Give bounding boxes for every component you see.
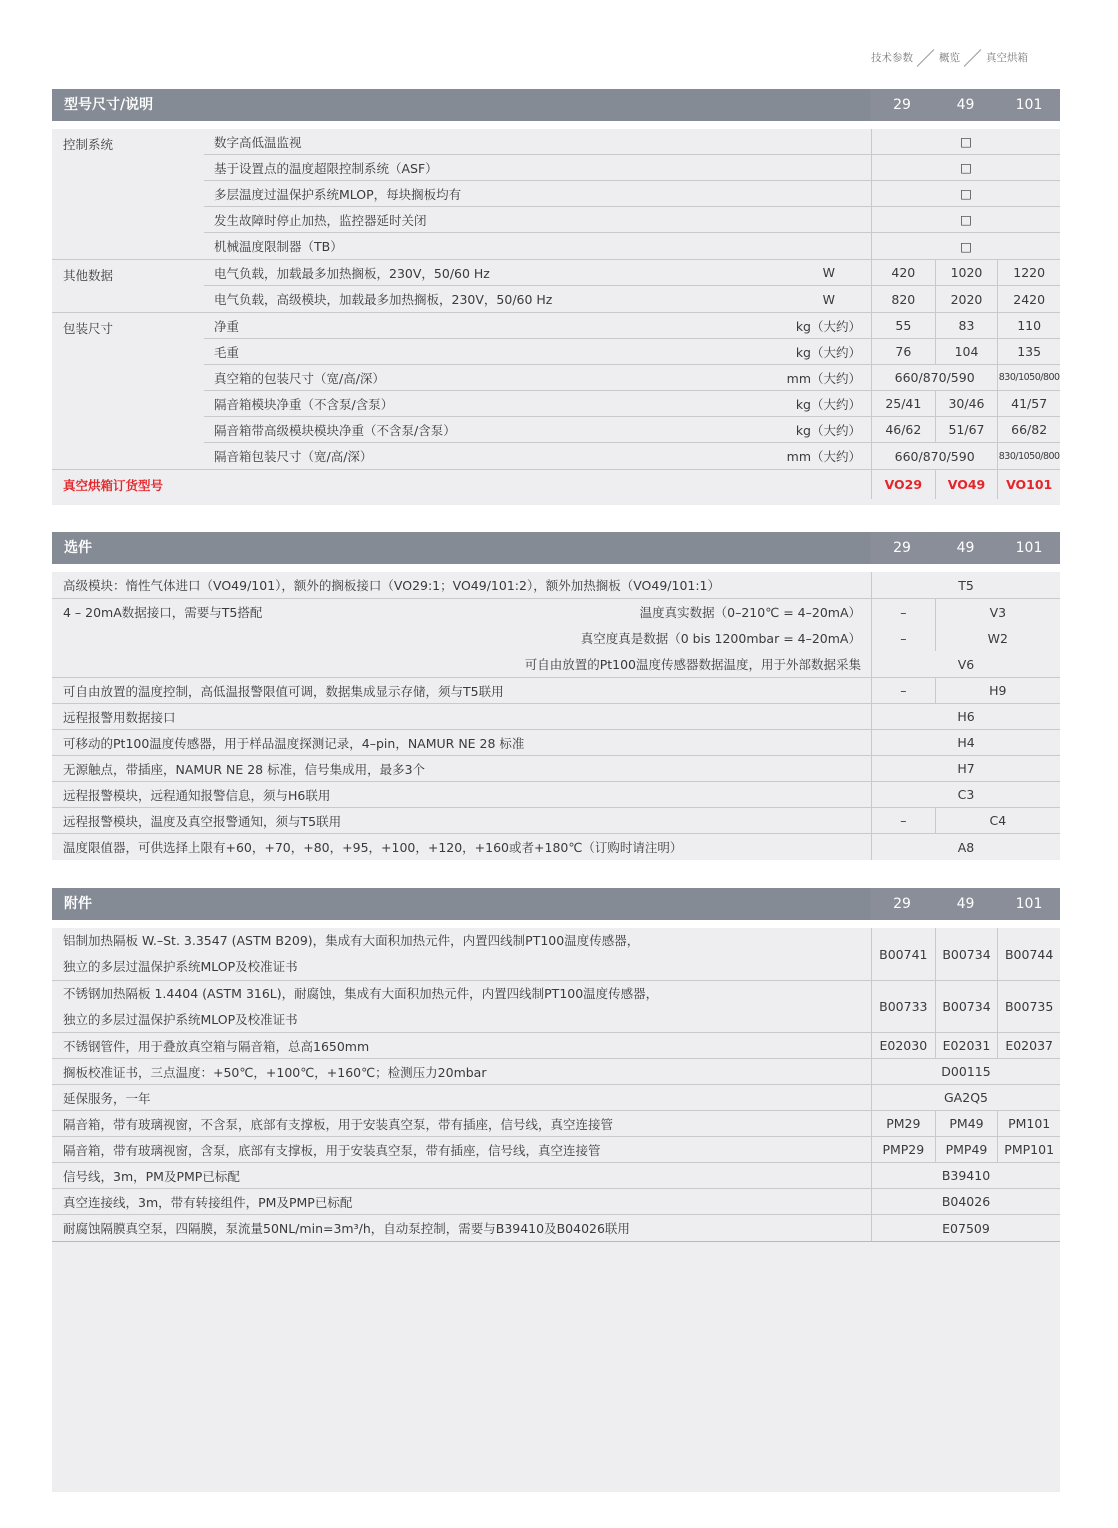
col-header-101: 101 [998, 532, 1060, 564]
option-code: C3 [957, 787, 975, 802]
row-unit: mm（大约） [786, 449, 861, 464]
part-number: B04026 [941, 1194, 991, 1209]
col-header-29: 29 [871, 888, 933, 920]
checkbox-icon: □ [960, 160, 972, 175]
value-cell: 104 [935, 339, 998, 364]
part-number: B00734 [935, 928, 998, 980]
option-code: C4 [935, 808, 1060, 833]
table-row [52, 928, 1060, 981]
table-row [204, 443, 1060, 469]
row-desc: 高级模块：惰性气体进口（VO49/101），额外的搁板接口（VO29:1；VO49/101:2），额外加热搁板（VO49/101:1） [63, 578, 721, 593]
table-row [204, 155, 1060, 181]
row-desc: 温度限值器，可供选择上限有+60，+70，+80，+95，+100，+120，+160或者+180℃（订购时请注明） [63, 840, 683, 855]
table-row [52, 1033, 1060, 1059]
row-desc: 隔音箱包装尺寸（宽/高/深） [214, 449, 373, 464]
section-body [52, 129, 1060, 505]
option-code: H4 [957, 735, 975, 750]
table-row [52, 834, 1060, 860]
value-cell: 135 [997, 339, 1060, 364]
value-cell: 41/57 [997, 391, 1060, 416]
table-row [204, 260, 1060, 286]
table-row [204, 339, 1060, 365]
table-row [52, 704, 1060, 730]
row-desc: 隔音箱，带有玻璃视窗，不含泵，底部有支撑板，用于安装真空泵，带有插座，信号线，真空连接管 [63, 1116, 614, 1132]
order-code[interactable]: VO49 [935, 470, 998, 499]
part-number: D00115 [941, 1064, 991, 1079]
sub-label: 可自由放置的Pt100温度传感器数据温度，用于外部数据采集 [524, 657, 861, 672]
row-desc: 搁板校准证书，三点温度：+50℃，+100℃，+160℃；检测压力20mbar [63, 1064, 487, 1080]
value-cell: 46/62 [885, 422, 922, 437]
dash-cell: – [900, 683, 907, 698]
breadcrumb-item[interactable]: 真空烘箱 [986, 51, 1028, 64]
col-header-101: 101 [998, 888, 1060, 920]
order-code[interactable]: VO29 [884, 477, 923, 492]
row-desc: 隔音箱，带有玻璃视窗，含泵，底部有支撑板，用于安装真空泵，带有插座，信号线，真空连接管 [63, 1142, 601, 1158]
value-cell: 830/1050/800 [997, 443, 1060, 469]
option-code: W2 [935, 625, 1060, 651]
value-cell: 660/870/590 [894, 448, 975, 464]
value-cell: 110 [997, 313, 1060, 338]
section-header [52, 89, 1060, 121]
row-desc: 隔音箱带高级模块模块净重（不含泵/含泵） [214, 422, 456, 438]
table-row [52, 1059, 1060, 1085]
row-unit: kg（大约） [795, 422, 861, 438]
value-cell: 51/67 [935, 417, 998, 442]
row-desc: 机械温度限制器（TB） [214, 239, 343, 254]
table-row [52, 1163, 1060, 1189]
checkbox-icon: □ [960, 134, 972, 149]
part-number: PM49 [935, 1111, 998, 1136]
row-desc: 多层温度过温保护系统MLOP，每块搁板均有 [214, 186, 462, 202]
section-header [52, 888, 1060, 920]
row-desc: 基于设置点的温度超限控制系统（ASF） [214, 160, 438, 176]
table-row [204, 365, 1060, 391]
table-row [52, 1085, 1060, 1111]
checkbox-icon: □ [960, 212, 972, 227]
options-section [52, 532, 1060, 860]
row-desc: 数字高低温监视 [214, 134, 302, 150]
model-spec-section [52, 89, 1060, 505]
breadcrumb [871, 48, 1028, 66]
row-unit: mm（大约） [786, 370, 861, 386]
part-number: E02031 [935, 1033, 998, 1058]
option-code: T5 [958, 577, 974, 593]
part-number: E07509 [942, 1220, 990, 1236]
control-system-group [52, 129, 1060, 260]
row-desc: 可自由放置的温度控制，高低温报警限值可调，数据集成显示存储，须与T5联用 [63, 683, 504, 699]
table-row [52, 678, 1060, 704]
part-number: GA2Q5 [944, 1090, 988, 1105]
table-row [52, 782, 1060, 808]
row-unit: kg（大约） [795, 344, 861, 360]
row-desc: 真空连接线，3m，带有转接组件，PM及PMP已标配 [63, 1194, 353, 1210]
part-number: PMP29 [882, 1142, 925, 1157]
col-header-49: 49 [934, 888, 997, 920]
table-row [204, 313, 1060, 339]
table-row [52, 981, 1060, 1033]
row-desc: 可移动的Pt100温度传感器，用于样品温度探测记录，4–pin，NAMUR NE 28 标准 [63, 735, 525, 751]
row-desc: 远程报警用数据接口 [63, 709, 176, 725]
row-desc: 远程报警模块，远程通知报警信息，须与H6联用 [63, 787, 331, 803]
part-number: B00744 [997, 928, 1060, 980]
table-row [52, 1137, 1060, 1163]
accessories-section [52, 888, 1060, 1492]
table-row [204, 417, 1060, 443]
dash-cell: – [900, 604, 907, 620]
option-code: H9 [935, 678, 1060, 703]
part-number: B39410 [941, 1168, 991, 1183]
section-body [52, 928, 1060, 1492]
part-number: PMP49 [935, 1137, 998, 1162]
row-desc: 电气负载，加载最多加热搁板，230V，50/60 Hz [214, 265, 490, 281]
value-cell: 25/41 [885, 396, 922, 411]
value-cell: 2420 [997, 286, 1060, 312]
table-row [52, 599, 1060, 678]
category-label: 包装尺寸 [63, 321, 114, 336]
value-cell: 830/1050/800 [997, 365, 1060, 390]
table-row [52, 572, 1060, 599]
part-number: E02030 [879, 1038, 928, 1053]
part-number: B00734 [935, 981, 998, 1032]
row-unit: kg（大约） [795, 318, 861, 334]
order-label: 真空烘箱订货型号 [63, 477, 164, 493]
row-desc: 远程报警模块，温度及真空报警通知，须与T5联用 [63, 813, 342, 829]
table-row [52, 756, 1060, 782]
value-cell: 420 [891, 265, 916, 280]
section-title: 型号尺寸/说明 [52, 89, 870, 121]
category-label: 控制系统 [63, 137, 114, 152]
option-code: H6 [957, 709, 975, 724]
row-desc: 真空箱的包装尺寸（宽/高/深） [214, 370, 385, 386]
slash-separator-icon [917, 48, 935, 66]
packing-group [52, 313, 1060, 470]
value-cell: 76 [895, 344, 912, 359]
part-number: B00741 [879, 946, 928, 962]
dash-cell: – [900, 813, 907, 828]
table-row [52, 1189, 1060, 1215]
row-desc: 净重 [214, 318, 240, 334]
section-title: 选件 [52, 532, 870, 564]
row-desc: 隔音箱模块净重（不含泵/含泵） [214, 396, 394, 412]
col-header-29: 29 [871, 89, 933, 121]
value-cell: 1020 [935, 260, 998, 285]
row-desc: 4 – 20mA数据接口，需要与T5搭配 [63, 605, 263, 620]
section-header [52, 532, 1060, 564]
table-row [52, 1215, 1060, 1242]
option-code: H7 [957, 761, 975, 776]
value-cell: 660/870/590 [894, 370, 975, 385]
row-desc: 延保服务，一年 [63, 1090, 151, 1106]
row-desc: 电气负载，高级模块，加载最多加热搁板，230V，50/60 Hz [214, 292, 553, 307]
table-row [204, 207, 1060, 233]
row-desc: 无源触点，带插座，NAMUR NE 28 标准，信号集成用，最多3个 [63, 761, 426, 777]
section-title: 附件 [52, 888, 870, 920]
table-row [52, 730, 1060, 756]
section-body [52, 572, 1060, 860]
part-number: PMP101 [997, 1137, 1060, 1162]
table-row [52, 808, 1060, 834]
part-number: PM29 [886, 1116, 921, 1131]
table-row [52, 1111, 1060, 1137]
dash-cell: – [900, 630, 907, 646]
category-label: 其他数据 [63, 268, 114, 283]
col-header-101: 101 [998, 89, 1060, 121]
table-row [204, 129, 1060, 155]
row-desc: 毛重 [214, 344, 240, 360]
row-unit: W [822, 291, 835, 307]
checkbox-icon: □ [960, 238, 972, 254]
row-desc-line2: 独立的多层过温保护系统MLOP及校准证书 [63, 1011, 298, 1027]
slash-separator-icon [964, 48, 982, 66]
value-cell: 2020 [935, 286, 998, 312]
table-row [204, 181, 1060, 207]
value-cell: 66/82 [997, 417, 1060, 442]
part-number: PM101 [997, 1111, 1060, 1136]
row-desc: 耐腐蚀隔膜真空泵，四隔膜，泵流量50NL/min=3m³/h，自动泵控制，需要与B39410及B04026联用 [63, 1221, 630, 1236]
row-desc: 发生故障时停止加热，监控器延时关闭 [214, 212, 427, 228]
sub-label: 真空度真是数据（0 bis 1200mbar = 4–20mA） [580, 631, 861, 646]
part-number: B00735 [997, 981, 1060, 1032]
order-number-row [52, 470, 1060, 499]
value-cell: 1220 [997, 260, 1060, 285]
table-row [204, 391, 1060, 417]
value-cell: 83 [935, 313, 998, 338]
value-cell: 55 [895, 318, 912, 333]
breadcrumb-item[interactable]: 技术参数 [871, 51, 913, 64]
row-desc-line1: 不锈钢加热隔板 1.4404 (ASTM 316L)，耐腐蚀，集成有大面积加热元件，内置四线制PT100温度传感器， [63, 985, 659, 1001]
table-row [204, 233, 1060, 259]
option-code: A8 [957, 839, 975, 855]
col-header-29: 29 [871, 532, 933, 564]
row-desc-line1: 铝制加热隔板 W.–St. 3.3547 (ASTM B209)，集成有大面积加热元件，内置四线制PT100温度传感器， [63, 933, 640, 948]
checkbox-icon: □ [960, 186, 972, 201]
option-code: V6 [957, 656, 975, 672]
order-code[interactable]: VO101 [997, 470, 1060, 499]
table-row [204, 286, 1060, 312]
row-desc: 信号线，3m，PM及PMP已标配 [63, 1168, 240, 1184]
breadcrumb-item[interactable]: 概览 [939, 51, 960, 64]
value-cell: 30/46 [935, 391, 998, 416]
value-cell: 820 [891, 291, 916, 307]
row-unit: kg（大约） [795, 396, 861, 412]
part-number: E02037 [997, 1033, 1060, 1058]
other-data-group [52, 260, 1060, 313]
part-number: B00733 [879, 999, 928, 1014]
row-desc-line2: 独立的多层过温保护系统MLOP及校准证书 [63, 959, 298, 974]
option-code: V3 [935, 599, 1060, 625]
row-desc: 不锈钢管件，用于叠放真空箱与隔音箱，总高1650mm [63, 1038, 370, 1054]
row-unit: W [822, 265, 835, 280]
col-header-49: 49 [934, 89, 997, 121]
sub-label: 温度真实数据（0–210℃ = 4–20mA） [639, 605, 861, 620]
col-header-49: 49 [934, 532, 997, 564]
